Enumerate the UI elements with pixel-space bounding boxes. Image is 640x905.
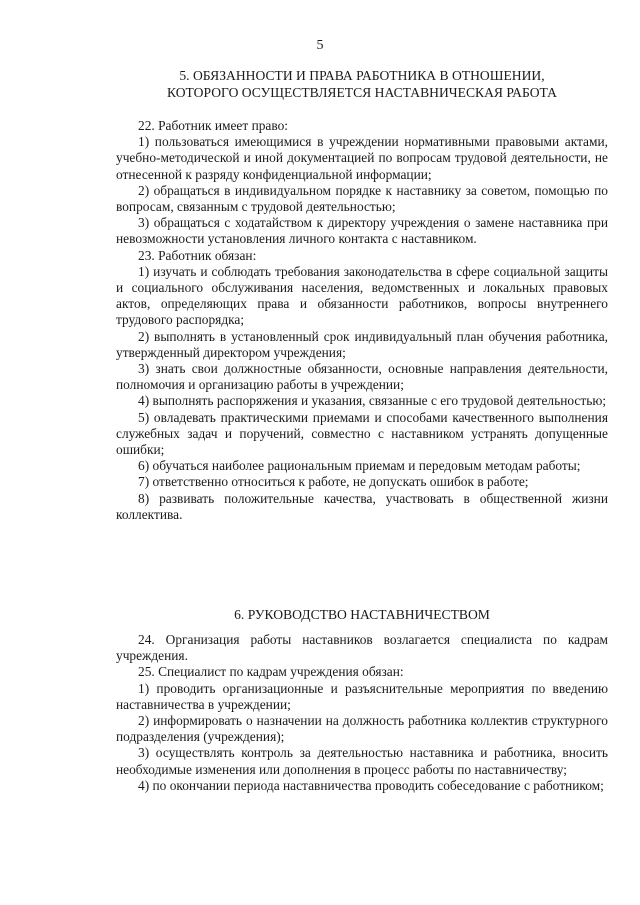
clause-22-item-2: 2) обращаться в индивидуальном порядке к наставнику за советом, помощью по вопросам, связанным с трудовой деятельностью; [116, 182, 608, 215]
section-5-body [116, 118, 608, 523]
clause-25-item-2: 2) информировать о назначении на должность работника коллектив структурного подразделения (учреждения); [116, 713, 608, 745]
clause-23-item-8: 8) развивать положительные качества, участвовать в общественной жизни коллектива. [116, 490, 608, 522]
clause-23-item-7: 7) ответственно относиться к работе, не допускать ошибок в работе; [138, 474, 529, 490]
section-5-title-line-1: 5. ОБЯЗАННОСТИ И ПРАВА РАБОТНИКА В ОТНОШЕНИИ, [179, 68, 545, 83]
section-5-title-line-2: КОТОРОГО ОСУЩЕСТВЛЯЕТСЯ НАСТАВНИЧЕСКАЯ РАБОТА [167, 85, 557, 100]
clause-25-item-1: 1) проводить организационные и разъяснительные мероприятия по введению наставничества в учреждении; [116, 680, 608, 712]
section-6-body [116, 632, 608, 794]
clause-23-item-5: 5) овладевать практическими приемами и способами качественного выполнения служебных задач и поручений, совместно с наставником устранять допущенные ошибки; [116, 409, 608, 458]
clause-25-item-3: 3) осуществлять контроль за деятельностью наставника и работника, вносить необходимые изменения или дополнения в процесс работы по наставничеству; [116, 745, 608, 777]
clause-23-item-3: 3) знать свои должностные обязанности, основные направления деятельности, полномочия и организацию работы в учреждении; [116, 361, 608, 393]
clause-25-item-4: 4) по окончании периода наставничества проводить собеседование с работником; [138, 777, 604, 793]
clause-23-item-2: 2) выполнять в установленный срок индивидуальный план обучения работника, утвержденный директором учреждения; [116, 328, 608, 360]
clause-23: 23. Работник обязан: [138, 247, 257, 263]
clause-24: 24. Организация работы наставников возлагается специалиста по кадрам учреждения. [116, 632, 608, 664]
clause-23-item-4: 4) выполнять распоряжения и указания, связанные с его трудовой деятельностью; [138, 393, 607, 409]
section-6 [116, 606, 608, 623]
clause-25: 25. Специалист по кадрам учреждения обязан: [138, 664, 404, 680]
clause-22: 22. Работник имеет право: [138, 118, 289, 133]
clause-23-item-6: 6) обучаться наиболее рациональным приемам и передовым методам работы; [138, 458, 581, 474]
clause-22-item-1: 1) пользоваться имеющимися в учреждении нормативными правовыми актами, учебно-методической и иной документацией по вопросам трудовой деятельности, не отнесенной к разряду конфиденциальной информации; [116, 134, 608, 182]
clause-23-item-1: 1) изучать и соблюдать требования законодательства в сфере социальной защиты и социального обслуживания населения, ведомственных и локальных правовых актов, определяющих права и обязанности работников, вопросы внутреннего трудового распорядка; [116, 263, 608, 328]
page-number: 5 [316, 38, 324, 53]
section-5 [116, 67, 608, 101]
clause-22-item-3: 3) обращаться с ходатайством к директору учреждения о замене наставника при невозможности установления личного контакта с наставником. [116, 215, 608, 247]
section-6-title: 6. РУКОВОДСТВО НАСТАВНИЧЕСТВОМ [234, 607, 490, 622]
